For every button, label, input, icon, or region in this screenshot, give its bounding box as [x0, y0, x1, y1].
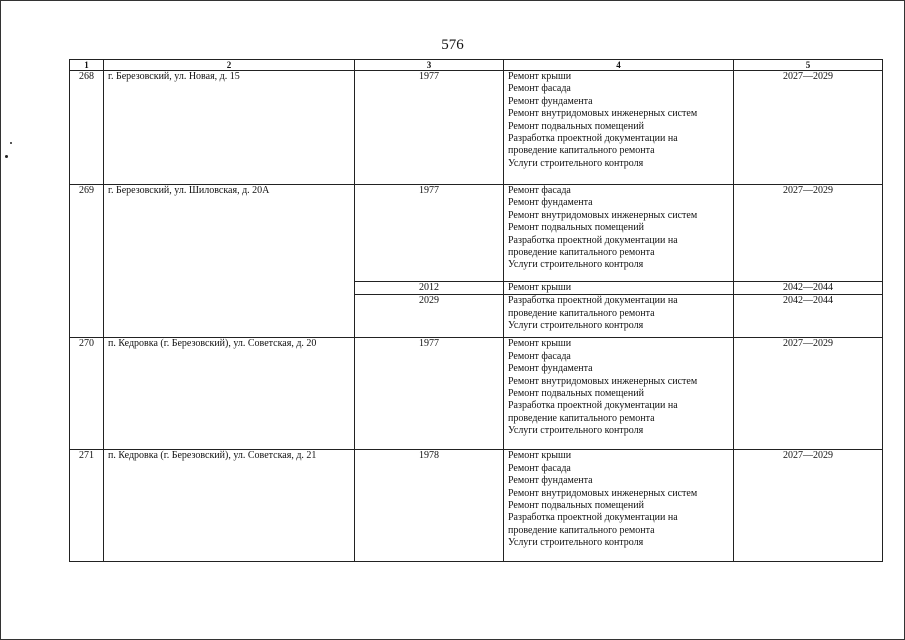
column-header: 1	[70, 60, 104, 71]
address-cell: п. Кедровка (г. Березовский), ул. Советская, д. 21	[104, 450, 355, 562]
column-header: 2	[104, 60, 355, 71]
period-cell: 2027—2029	[734, 71, 883, 185]
column-header: 4	[504, 60, 734, 71]
address-cell: г. Березовский, ул. Новая, д. 15	[104, 71, 355, 185]
works-cell	[504, 338, 734, 450]
work-item: Ремонт подвальных помещений	[508, 222, 644, 234]
work-item: Ремонт крыши	[508, 450, 572, 462]
work-item: Ремонт фундамента	[508, 95, 593, 107]
work-item: Ремонт крыши	[508, 282, 572, 293]
works-cell	[504, 185, 734, 282]
work-item: Ремонт фасада	[508, 462, 571, 474]
table-row	[70, 185, 883, 282]
year-cell: 1978	[355, 450, 504, 562]
year-cell: 2029	[355, 295, 504, 338]
work-item: Разработка проектной документации на	[508, 295, 678, 307]
work-item: Ремонт внутридомовых инженерных систем	[508, 375, 698, 387]
table-row	[70, 338, 883, 450]
work-item: Ремонт внутридомовых инженерных систем	[508, 108, 698, 120]
works-cell	[504, 282, 734, 295]
year-cell: 1977	[355, 71, 504, 185]
work-item: Ремонт фасада	[508, 185, 571, 196]
work-item: Ремонт фундамента	[508, 363, 593, 375]
address-cell: г. Березовский, ул. Шиловская, д. 20А	[104, 185, 355, 338]
work-item: Ремонт фасада	[508, 350, 571, 362]
table-header-row	[70, 60, 883, 71]
scan-speck	[10, 142, 12, 144]
work-item: Ремонт крыши	[508, 71, 572, 82]
work-item: проведение капитального ремонта	[508, 307, 655, 319]
work-item: Услуги строительного контроля	[508, 259, 644, 271]
row-number-cell: 268	[70, 71, 104, 185]
period-cell: 2042—2044	[734, 295, 883, 338]
period-cell: 2042—2044	[734, 282, 883, 295]
address-cell: п. Кедровка (г. Березовский), ул. Советская, д. 20	[104, 338, 355, 450]
work-item: Ремонт внутридомовых инженерных систем	[508, 209, 698, 221]
period-cell: 2027—2029	[734, 450, 883, 562]
work-item: проведение капитального ремонта	[508, 524, 655, 536]
work-item: Разработка проектной документации на	[508, 234, 678, 246]
work-item: Ремонт фундамента	[508, 197, 593, 209]
year-cell: 1977	[355, 185, 504, 282]
work-item: Услуги строительного контроля	[508, 320, 644, 332]
work-item: Ремонт фасада	[508, 83, 571, 95]
column-header: 3	[355, 60, 504, 71]
table-row	[70, 71, 883, 185]
work-item: Услуги строительного контроля	[508, 425, 644, 437]
scan-speck	[5, 155, 8, 158]
table-row	[70, 450, 883, 562]
year-cell: 2012	[355, 282, 504, 295]
work-item: Ремонт подвальных помещений	[508, 500, 644, 512]
work-item: проведение капитального ремонта	[508, 247, 655, 259]
work-item: Услуги строительного контроля	[508, 157, 644, 169]
work-item: Ремонт подвальных помещений	[508, 388, 644, 400]
page-number: 576	[441, 37, 464, 53]
works-cell	[504, 450, 734, 562]
work-item: проведение капитального ремонта	[508, 145, 655, 157]
row-number-cell: 271	[70, 450, 104, 562]
work-item: Разработка проектной документации на	[508, 400, 678, 412]
work-item: Ремонт подвальных помещений	[508, 120, 644, 132]
work-item: проведение капитального ремонта	[508, 412, 655, 424]
work-item: Ремонт фундамента	[508, 475, 593, 487]
year-cell: 1977	[355, 338, 504, 450]
row-number-cell: 270	[70, 338, 104, 450]
period-cell: 2027—2029	[734, 338, 883, 450]
table-body	[70, 71, 883, 562]
work-item: Разработка проектной документации на	[508, 512, 678, 524]
work-item: Услуги строительного контроля	[508, 537, 644, 549]
row-number-cell: 269	[70, 185, 104, 338]
work-item: Разработка проектной документации на	[508, 133, 678, 145]
work-item: Ремонт крыши	[508, 338, 572, 350]
work-item: Ремонт внутридомовых инженерных систем	[508, 487, 698, 499]
capital-repair-table	[69, 59, 883, 562]
column-header: 5	[734, 60, 883, 71]
period-cell: 2027—2029	[734, 185, 883, 282]
works-cell	[504, 295, 734, 338]
works-cell	[504, 71, 734, 185]
